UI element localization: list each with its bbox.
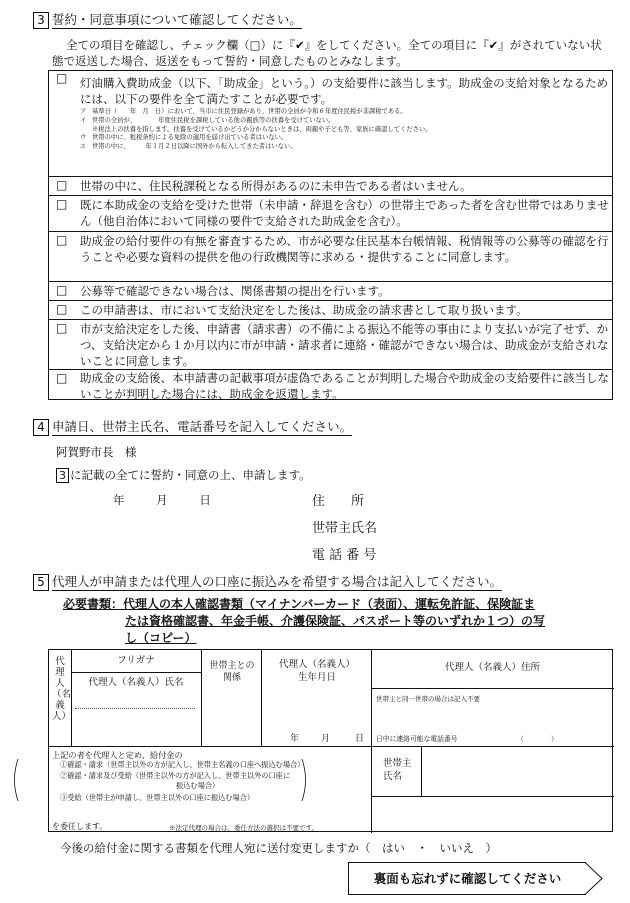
pledge-checklist bbox=[48, 70, 613, 400]
birth-year-label: 年 bbox=[290, 734, 300, 744]
addressee: 阿賀野市長 様 bbox=[56, 445, 137, 459]
entrust-text: を委任します。 bbox=[52, 822, 108, 831]
pledge-checkbox-2[interactable]: □ bbox=[56, 178, 68, 192]
option-2[interactable]: ②確認・請求及び受給（世帯主以外の方が記入し、世帯主以外の口座に bbox=[60, 771, 291, 780]
section3-ref: 3 bbox=[56, 468, 69, 483]
requirement-b: イ 世帯の全員が、 年度住民税を課税している他の親族等の扶養を受けていない。 bbox=[80, 116, 335, 124]
section5-heading bbox=[33, 574, 502, 591]
pledge-text-8: 助成金の支給後、本申請書の記載事項が虚偽であることが判明した場合や助成金の支給要件に該当しないことが判明した場合には、助成金を返還します。 bbox=[80, 371, 609, 401]
pledge-checkbox-1[interactable]: □ bbox=[56, 71, 68, 85]
section3-title: 誓約・同意事項について確認してください。 bbox=[52, 12, 302, 27]
pledge-text-6: この申請書は、市において支給決定をした後は、助成金の請求書として取り扱います。 bbox=[80, 303, 528, 317]
pledge-text-5: 公募等で確認できない場合は、関係書類の提出を行います。 bbox=[80, 284, 390, 298]
section3-intro: 全ての項目を確認し、チェック欄（□）に『✔』をしてください。全ての項目に『✔』がされていない状態で返送した場合、返送をもって誓約・同意したものとみなします。 bbox=[52, 38, 602, 68]
section4-heading bbox=[33, 419, 352, 436]
agent-side-label: 代理人（名義人） bbox=[52, 656, 72, 722]
option-2-cont: 振込む場合） bbox=[176, 781, 220, 790]
pledge-text-1: 灯油購入費助成金（以下、「助成金」という。）の支給要件に該当します。助成金の支給対象となるためには、以下の要件を全て満たすことが必要です。 bbox=[80, 76, 609, 106]
notice-text: 裏面も忘れずに確認してください bbox=[348, 862, 586, 895]
section5-number: 5 bbox=[33, 574, 49, 591]
date-month-label: 月 bbox=[156, 493, 168, 507]
notice-arrow-icon bbox=[585, 862, 603, 895]
pledge-checkbox-8[interactable]: □ bbox=[56, 371, 68, 385]
pledge-statement-text: に記載の全てに誓約・同意の上、申請します。 bbox=[70, 468, 311, 482]
option-3[interactable]: ③受給（世帯主が申請し、世帯主以外の口座に振込む場合） bbox=[60, 793, 255, 802]
date-year-label: 年 bbox=[113, 493, 125, 507]
pledge-statement bbox=[56, 467, 311, 483]
relation-label: 世帯主との関係 bbox=[209, 661, 255, 683]
required-docs-line1: 代理人の本人確認書類（マイナンバーカード（表面）、運転免許証、保険証ま bbox=[123, 597, 536, 611]
pledge-checkbox-5[interactable]: □ bbox=[56, 283, 68, 297]
options-bracket-left bbox=[10, 758, 20, 802]
head-name-label: 世帯主氏名 bbox=[312, 521, 378, 536]
birth-day-label: 日 bbox=[355, 734, 365, 744]
pledge-checkbox-6[interactable]: □ bbox=[56, 302, 68, 316]
section5-title: 代理人が申請または代理人の口座に振込みを希望する場合は記入してください。 bbox=[52, 574, 503, 589]
birth-month-label: 月 bbox=[321, 734, 331, 744]
phone-label: 電 話 番 号 bbox=[312, 548, 377, 563]
same-household-note: 世帯主と同一世帯の場合は記入不要 bbox=[376, 695, 480, 703]
date-day-label: 日 bbox=[199, 493, 211, 507]
pledge-text-3: 既に本助成金の支給を受けた世帯（未申請・辞退を含む）の世帯主であった者を含む世帯ではありません（他自治体において同様の要件で支給された助成金を含む）。 bbox=[80, 198, 609, 228]
pledge-checkbox-4[interactable]: □ bbox=[56, 233, 68, 247]
address-label: 住 所 bbox=[312, 494, 365, 509]
pledge-item-1 bbox=[49, 71, 612, 176]
section4-number: 4 bbox=[33, 419, 49, 436]
section4-title: 申請日、世帯主氏名、電話番号を記入してください。 bbox=[52, 419, 353, 434]
pledge-item-4 bbox=[49, 231, 612, 281]
required-documents bbox=[63, 596, 603, 647]
back-side-notice bbox=[348, 862, 602, 895]
required-docs-line3: し（コピー） bbox=[125, 631, 197, 645]
delegation-text: 上記の者を代理人と定め、給付金の bbox=[52, 750, 183, 760]
phone-paren[interactable]: （ ） bbox=[517, 735, 558, 743]
head-name-cell-label: 世帯主氏名 bbox=[383, 758, 412, 782]
requirement-c: ウ 世帯の中に、租税条約による免除の適用を届け出ている者はいない。 bbox=[80, 134, 288, 142]
pledge-checkbox-3[interactable]: □ bbox=[56, 197, 68, 211]
required-docs-line2: たは資格確認書、年金手帳、介護保険証、パスポート等のいずれか１つ）の写 bbox=[125, 614, 546, 628]
pledge-checkbox-7[interactable]: □ bbox=[56, 321, 68, 335]
legal-agent-note: ※法定代理の場合は、委任方法の選択は不要です。 bbox=[169, 824, 318, 832]
daytime-phone-note: 日中に連絡可能な電話番号 bbox=[376, 735, 458, 743]
agent-name-label: 代理人（名義人）氏名 bbox=[88, 677, 184, 688]
pledge-item-6 bbox=[49, 300, 612, 319]
requirement-d: エ 世帯の中に、 年１月２日以降に国外から転入してきた者はいない。 bbox=[80, 143, 297, 151]
eligibility-requirements bbox=[80, 108, 609, 152]
section3-number: 3 bbox=[33, 12, 49, 29]
pledge-text-7: 市が支給決定をした後、申請書（請求書）の不備による振込不能等の事由により支払いが完了せず、かつ、支給決定から１か月以内に市が申請・請求者に連絡・確認ができない場合は、助成金が支給されないことに同意します。 bbox=[80, 322, 609, 368]
pledge-text-4: 助成金の給付要件の有無を審査するため、市が必要な住民基本台帳情報、税情報等の公募等の確認を行うことや必要な資料の提供を他の行政機関等に求める・提供することに同意します。 bbox=[80, 234, 609, 264]
requirement-a: ア 基準日（ 年 月 日）において、当市に住民登録があり、世帯の全員が令和６年度住民税が非課税である。 bbox=[80, 108, 407, 115]
pledge-item-5 bbox=[49, 281, 612, 300]
requirement-b-note: ※税法上の扶養を指します。扶養を受けているかどうか分からないときは、両親や子ども等、家族に確認してください。 bbox=[92, 125, 432, 133]
agent-address-label: 代理人（名義人）住所 bbox=[444, 662, 540, 673]
option-1[interactable]: ①確認・請求（世帯主以外の方が記入し、世帯主名義の口座へ振込む場合） bbox=[60, 760, 305, 769]
agent-table bbox=[48, 649, 613, 832]
pledge-item-8 bbox=[49, 369, 612, 400]
pledge-item-7 bbox=[49, 319, 612, 369]
application-date[interactable] bbox=[113, 492, 239, 508]
send-change-question[interactable]: 今後の給付金に関する書類を代理人宛に送付変更しますか（ はい ・ いいえ ） bbox=[60, 841, 497, 855]
required-docs-label: 必要書類： bbox=[63, 597, 124, 611]
section3-heading bbox=[33, 12, 302, 29]
birthdate-label: 代理人（名義人）生年月日 bbox=[278, 659, 355, 683]
pledge-text-2: 世帯の中に、住民税課税となる所得があるのに未申告である者はいません。 bbox=[80, 179, 472, 193]
pledge-item-3 bbox=[49, 195, 612, 231]
pledge-item-2 bbox=[49, 176, 612, 195]
furigana-label: フリガナ bbox=[117, 655, 155, 666]
